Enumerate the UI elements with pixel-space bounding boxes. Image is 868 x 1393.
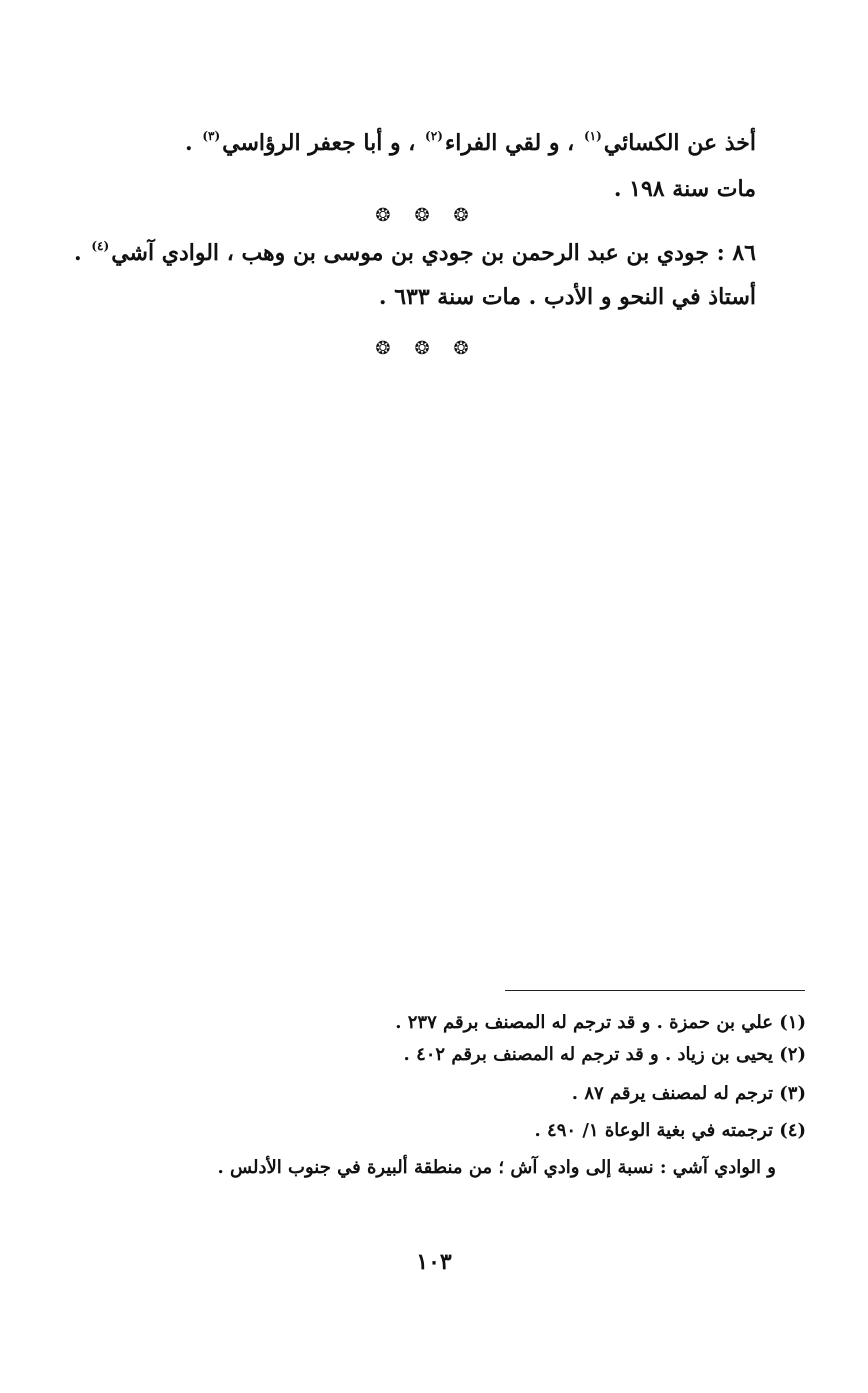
section-ornament: ❂❂❂ bbox=[375, 205, 493, 226]
entry-85-line-1 bbox=[185, 128, 756, 158]
footnote-4-continuation: و الوادي آشي : نسبة إلى وادي آش ؛ من منطقة ألبيرة في جنوب الأدلس . bbox=[217, 1157, 776, 1178]
footnote-2: (٢) يحيى بن زياد . و قد ترجم له المصنف برقم ٤٠٢ . bbox=[403, 1044, 806, 1065]
entry-86-text-2: . bbox=[74, 240, 90, 266]
footnote-ref-3: (٣) bbox=[202, 129, 221, 143]
section-ornament-end: ❂❂❂ bbox=[375, 338, 493, 359]
footnote-1: (١) علي بن حمزة . و قد ترجم له المصنف برقم ٢٣٧ . bbox=[395, 1012, 806, 1033]
entry-86-text-1: ٨٦ : جودي بن عبد الرحمن بن جودي بن موسى بن وهب ، الوادي آشي bbox=[111, 240, 756, 266]
footnote-ref-2: (٢) bbox=[425, 129, 443, 143]
entry-85-line-2: مات سنة ١٩٨ . bbox=[613, 176, 756, 202]
entry-86-line-1 bbox=[74, 238, 756, 268]
footnote-separator bbox=[505, 990, 805, 991]
footnote-4: (٤) ترجمته في بغية الوعاة ١/ ٤٩٠ . bbox=[534, 1120, 806, 1141]
entry-85-text-2: ، و لقي الفراء bbox=[444, 130, 582, 156]
footnote-ref-4: (٤) bbox=[91, 239, 110, 253]
entry-85-text-3: ، و أبا جعفر الرؤاسي bbox=[222, 130, 424, 156]
entry-85-text-4: . bbox=[184, 130, 201, 156]
footnote-ref-1: (١) bbox=[583, 129, 602, 143]
page-number: ١٠٣ bbox=[416, 1249, 452, 1275]
entry-86-line-2: أستاذ في النحو و الأدب . مات سنة ٦٣٣ . bbox=[378, 284, 756, 310]
footnote-3: (٣) ترجم له لمصنف يرقم ٨٧ . bbox=[571, 1083, 806, 1104]
entry-85-text-1: أخذ عن الكسائي bbox=[603, 130, 756, 156]
